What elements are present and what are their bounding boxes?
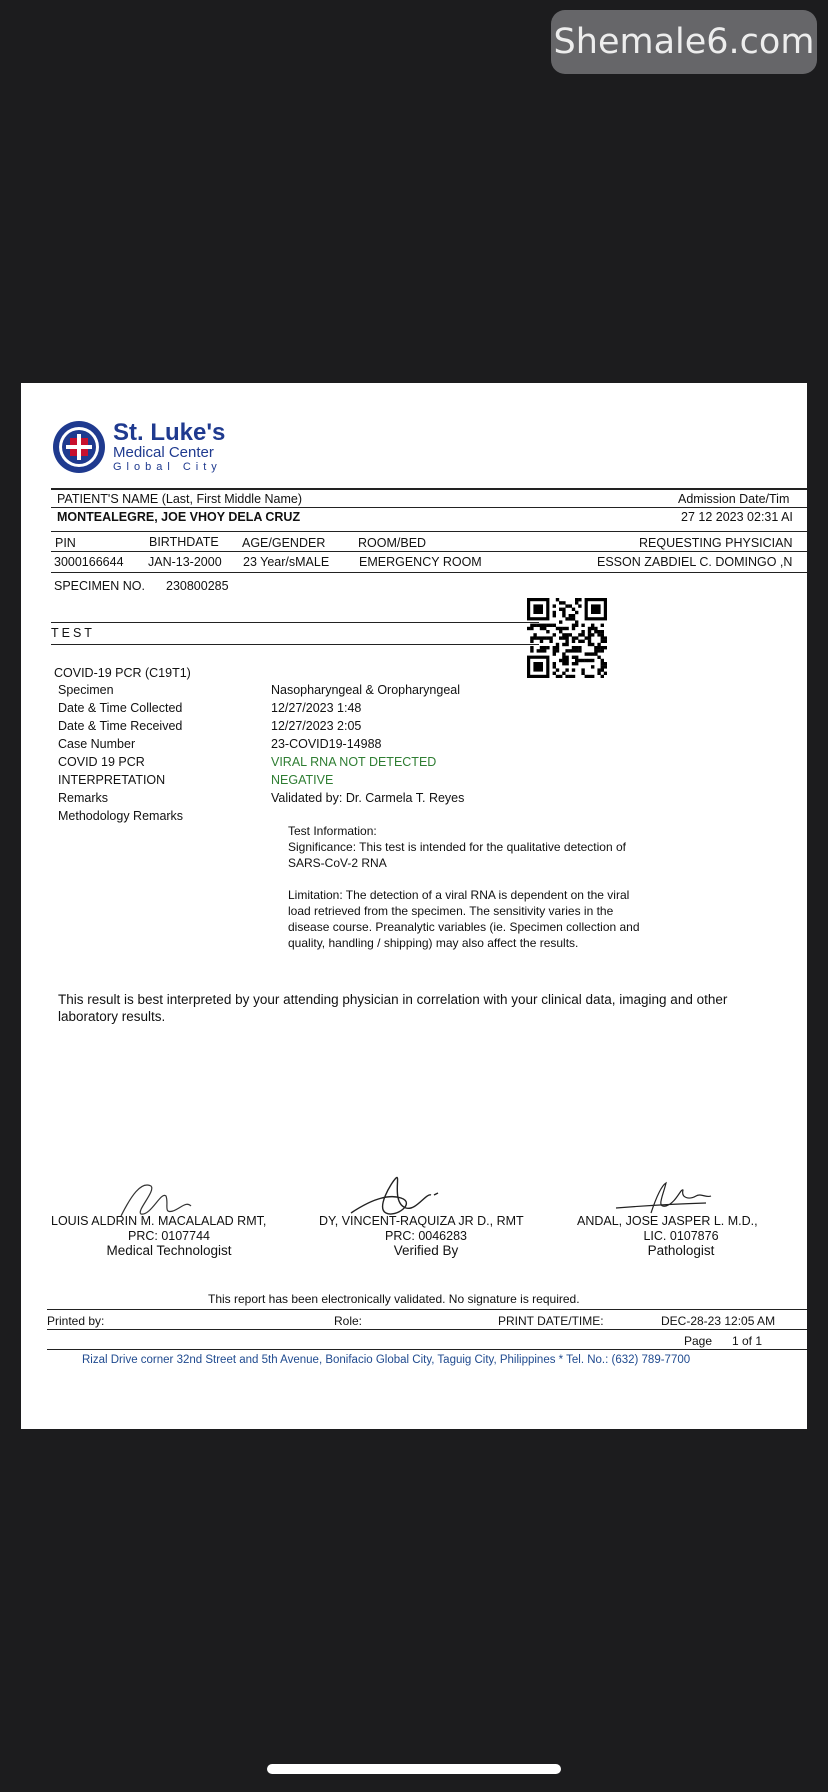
signatory-name: LOUIS ALDRIN M. MACALALAD RMT, — [51, 1214, 267, 1228]
signatory-name: DY, VINCENT-RAQUIZA JR D., RMT — [319, 1214, 524, 1228]
admission-label: Admission Date/Tim — [678, 492, 790, 506]
test-info-line: SARS-CoV-2 RNA — [288, 856, 387, 870]
qr-code-icon — [527, 598, 607, 678]
age-gender-value: 23 Year/sMALE — [243, 555, 330, 569]
room-value: EMERGENCY ROOM — [359, 555, 482, 569]
interpretation-note: This result is best interpreted by your attending physician in correlation with your clinical data, imaging and other — [58, 992, 728, 1007]
result-label: Case Number — [58, 737, 136, 751]
test-name: COVID-19 PCR (C19T1) — [54, 666, 191, 680]
result-value: Nasopharyngeal & Oropharyngeal — [271, 683, 461, 697]
test-info-line: load retrieved from the specimen. The sensitivity varies in the — [288, 904, 614, 918]
pin-value: 3000166644 — [54, 555, 124, 569]
test-info-line: disease course. Preanalytic variables (ie. Specimen collection and — [288, 920, 640, 934]
print-datetime-value: DEC-28-23 12:05 AM — [661, 1314, 776, 1328]
signatory-role: Pathologist — [647, 1243, 715, 1258]
physician-value: ESSON ZABDIEL C. DOMINGO ,N — [597, 555, 793, 569]
birthdate-label: BIRTHDATE — [149, 535, 219, 549]
role-label: Role: — [334, 1314, 363, 1328]
result-label: COVID 19 PCR — [58, 755, 145, 769]
physician-label: REQUESTING PHYSICIAN — [639, 536, 793, 550]
test-info-line: quality, handling / shipping) may also affect the results. — [288, 936, 579, 950]
result-value: Validated by: Dr. Carmela T. Reyes — [271, 791, 465, 805]
specimen-value: 230800285 — [166, 579, 229, 593]
watermark: Shemale6.com — [551, 10, 817, 74]
hospital-subtitle: Medical Center — [113, 444, 214, 461]
signatory-name: ANDAL, JOSE JASPER L. M.D., — [577, 1214, 758, 1228]
page-value: 1 of 1 — [732, 1334, 763, 1348]
signatory-role: Medical Technologist — [106, 1243, 232, 1258]
printed-by-label: Printed by: — [47, 1314, 105, 1328]
pin-label: PIN — [55, 536, 76, 550]
hospital-location: Global City — [113, 461, 222, 473]
patient-name-label: PATIENT'S NAME (Last, First Middle Name) — [57, 492, 303, 506]
result-label: Methodology Remarks — [58, 809, 184, 823]
room-label: ROOM/BED — [358, 536, 427, 550]
interpretation-note-2: laboratory results. — [58, 1009, 166, 1024]
print-datetime-label: PRINT DATE/TIME: — [498, 1314, 604, 1328]
home-indicator[interactable] — [267, 1764, 561, 1774]
signature-3-icon — [611, 1178, 741, 1218]
admission-value: 27 12 2023 02:31 AI — [681, 510, 793, 524]
result-label: Date & Time Received — [58, 719, 183, 733]
test-header: TEST — [51, 626, 95, 640]
result-label: Date & Time Collected — [58, 701, 183, 715]
page-label: Page — [684, 1334, 713, 1348]
age-gender-label: AGE/GENDER — [242, 536, 326, 550]
specimen-label: SPECIMEN NO. — [54, 579, 145, 593]
birthdate-value: JAN-13-2000 — [148, 555, 222, 569]
result-value: 12/27/2023 1:48 — [271, 701, 362, 715]
hospital-address: Rizal Drive corner 32nd Street and 5th Avenue, Bonifacio Global City, Taguig City, Philippines * Tel. No.: (632) 789-7700 — [82, 1354, 691, 1366]
signatory-license: PRC: 0046283 — [384, 1229, 468, 1243]
result-label: Specimen — [58, 683, 114, 697]
validation-note: This report has been electronically validated. No signature is required. — [208, 1292, 580, 1306]
result-label: INTERPRETATION — [58, 773, 166, 787]
signatory-role: Verified By — [393, 1243, 459, 1258]
signatory-license: LIC. 0107876 — [643, 1229, 719, 1243]
result-value: NEGATIVE — [271, 773, 334, 787]
test-info-line: Test Information: — [288, 824, 377, 838]
lab-report-document — [21, 383, 807, 1429]
result-value: 23-COVID19-14988 — [271, 737, 382, 751]
signatory-license: PRC: 0107744 — [127, 1229, 211, 1243]
hospital-seal-icon — [51, 419, 107, 475]
result-label: Remarks — [58, 791, 109, 805]
test-info-line: Significance: This test is intended for the qualitative detection of — [288, 840, 626, 854]
hospital-name: St. Luke's — [113, 419, 226, 446]
result-value: 12/27/2023 2:05 — [271, 719, 362, 733]
patient-name: MONTEALEGRE, JOE VHOY DELA CRUZ — [57, 510, 301, 524]
result-value: VIRAL RNA NOT DETECTED — [271, 755, 437, 769]
test-info-line: Limitation: The detection of a viral RNA is dependent on the viral — [288, 888, 630, 902]
